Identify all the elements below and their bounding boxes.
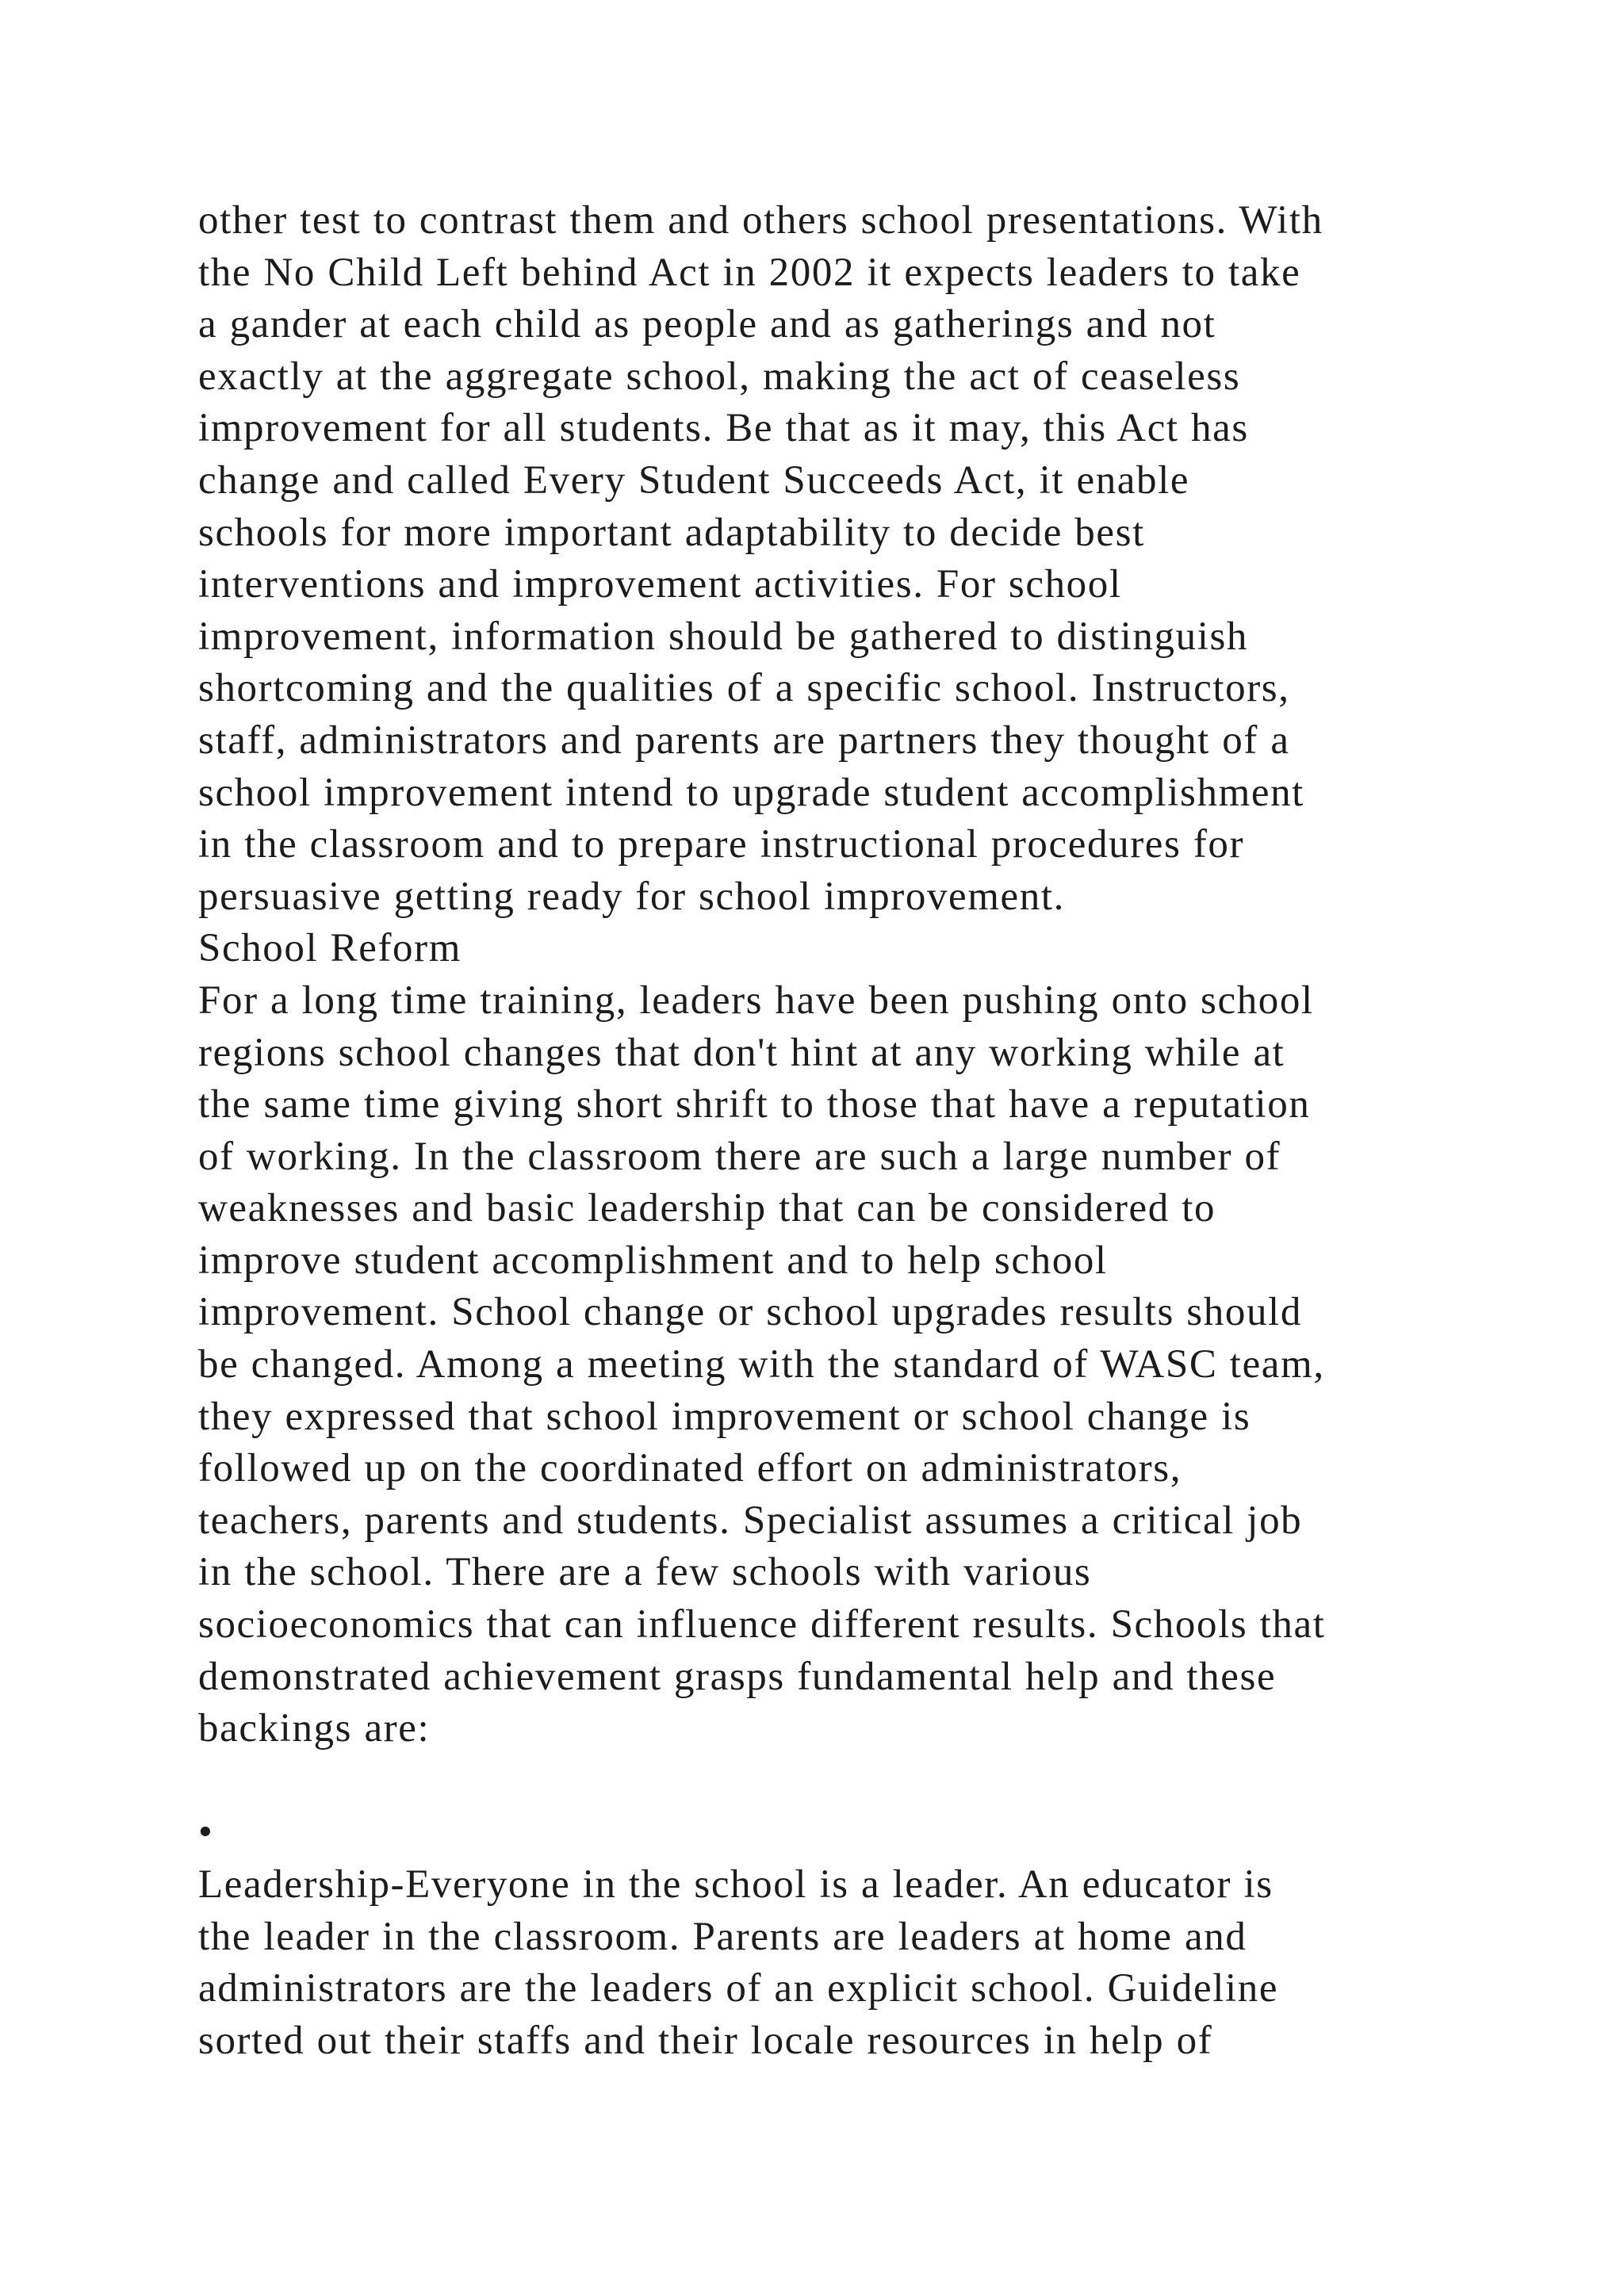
text-line: improve student accomplishment and to help school — [198, 1238, 1108, 1283]
text-line: the leader in the classroom. Parents are leaders at home and — [198, 1914, 1247, 1959]
text-line: change and called Every Student Succeeds Act, it enable — [198, 457, 1190, 503]
text-line: in the classroom and to prepare instructional procedures for — [198, 822, 1245, 867]
paragraph-3 — [198, 1859, 1499, 2067]
text-line: school improvement intend to upgrade student accomplishment — [198, 770, 1304, 815]
text-line: improvement, information should be gathered to distinguish — [198, 614, 1249, 659]
text-line: sorted out their staffs and their locale resources in help of — [198, 2018, 1213, 2063]
text-line: Leadership-Everyone in the school is a leader. An educator is — [198, 1862, 1274, 1907]
text-line: regions school changes that don't hint at any working while at — [198, 1030, 1285, 1075]
document-body — [198, 195, 1499, 2067]
blank-line — [198, 1755, 1499, 1808]
text-line: socioeconomics that can influence different results. Schools that — [198, 1602, 1326, 1647]
text-line: followed up on the coordinated effort on administrators, — [198, 1446, 1182, 1491]
text-line: the No Child Left behind Act in 2002 it expects leaders to take — [198, 250, 1301, 295]
text-line: administrators are the leaders of an explicit school. Guideline — [198, 1966, 1279, 2011]
paragraph-2 — [198, 975, 1499, 1755]
text-line: shortcoming and the qualities of a specific school. Instructors, — [198, 666, 1290, 711]
paragraph-1 — [198, 195, 1499, 923]
text-line: interventions and improvement activities. For school — [198, 562, 1122, 607]
section-heading: School Reform — [198, 926, 462, 971]
text-line: demonstrated achievement grasps fundamental help and these — [198, 1654, 1277, 1699]
text-line: For a long time training, leaders have been pushing onto school — [198, 978, 1314, 1023]
text-line: improvement. School change or school upgrades results should — [198, 1290, 1302, 1335]
text-line: other test to contrast them and others school presentations. With — [198, 198, 1323, 243]
text-line: the same time giving short shrift to those that have a reputation — [198, 1082, 1311, 1127]
text-line: backings are: — [198, 1706, 431, 1751]
text-line: persuasive getting ready for school improvement. — [198, 874, 1066, 919]
text-line: improvement for all students. Be that as it may, this Act has — [198, 406, 1249, 451]
text-line: a gander at each child as people and as gatherings and not — [198, 302, 1216, 347]
text-line: schools for more important adaptability to decide best — [198, 510, 1145, 555]
text-line: weaknesses and basic leadership that can be considered to — [198, 1186, 1216, 1231]
bullet-marker: • — [198, 1810, 214, 1855]
text-line: of working. In the classroom there are such a large number of — [198, 1134, 1281, 1179]
text-line: they expressed that school improvement or school change is — [198, 1394, 1251, 1439]
text-line: exactly at the aggregate school, making the act of ceaseless — [198, 354, 1241, 399]
text-line: be changed. Among a meeting with the standard of WASC team, — [198, 1342, 1325, 1387]
text-line: teachers, parents and students. Specialist assumes a critical job — [198, 1498, 1303, 1543]
text-line: staff, administrators and parents are partners they thought of a — [198, 718, 1290, 763]
text-line: in the school. There are a few schools with various — [198, 1550, 1092, 1595]
